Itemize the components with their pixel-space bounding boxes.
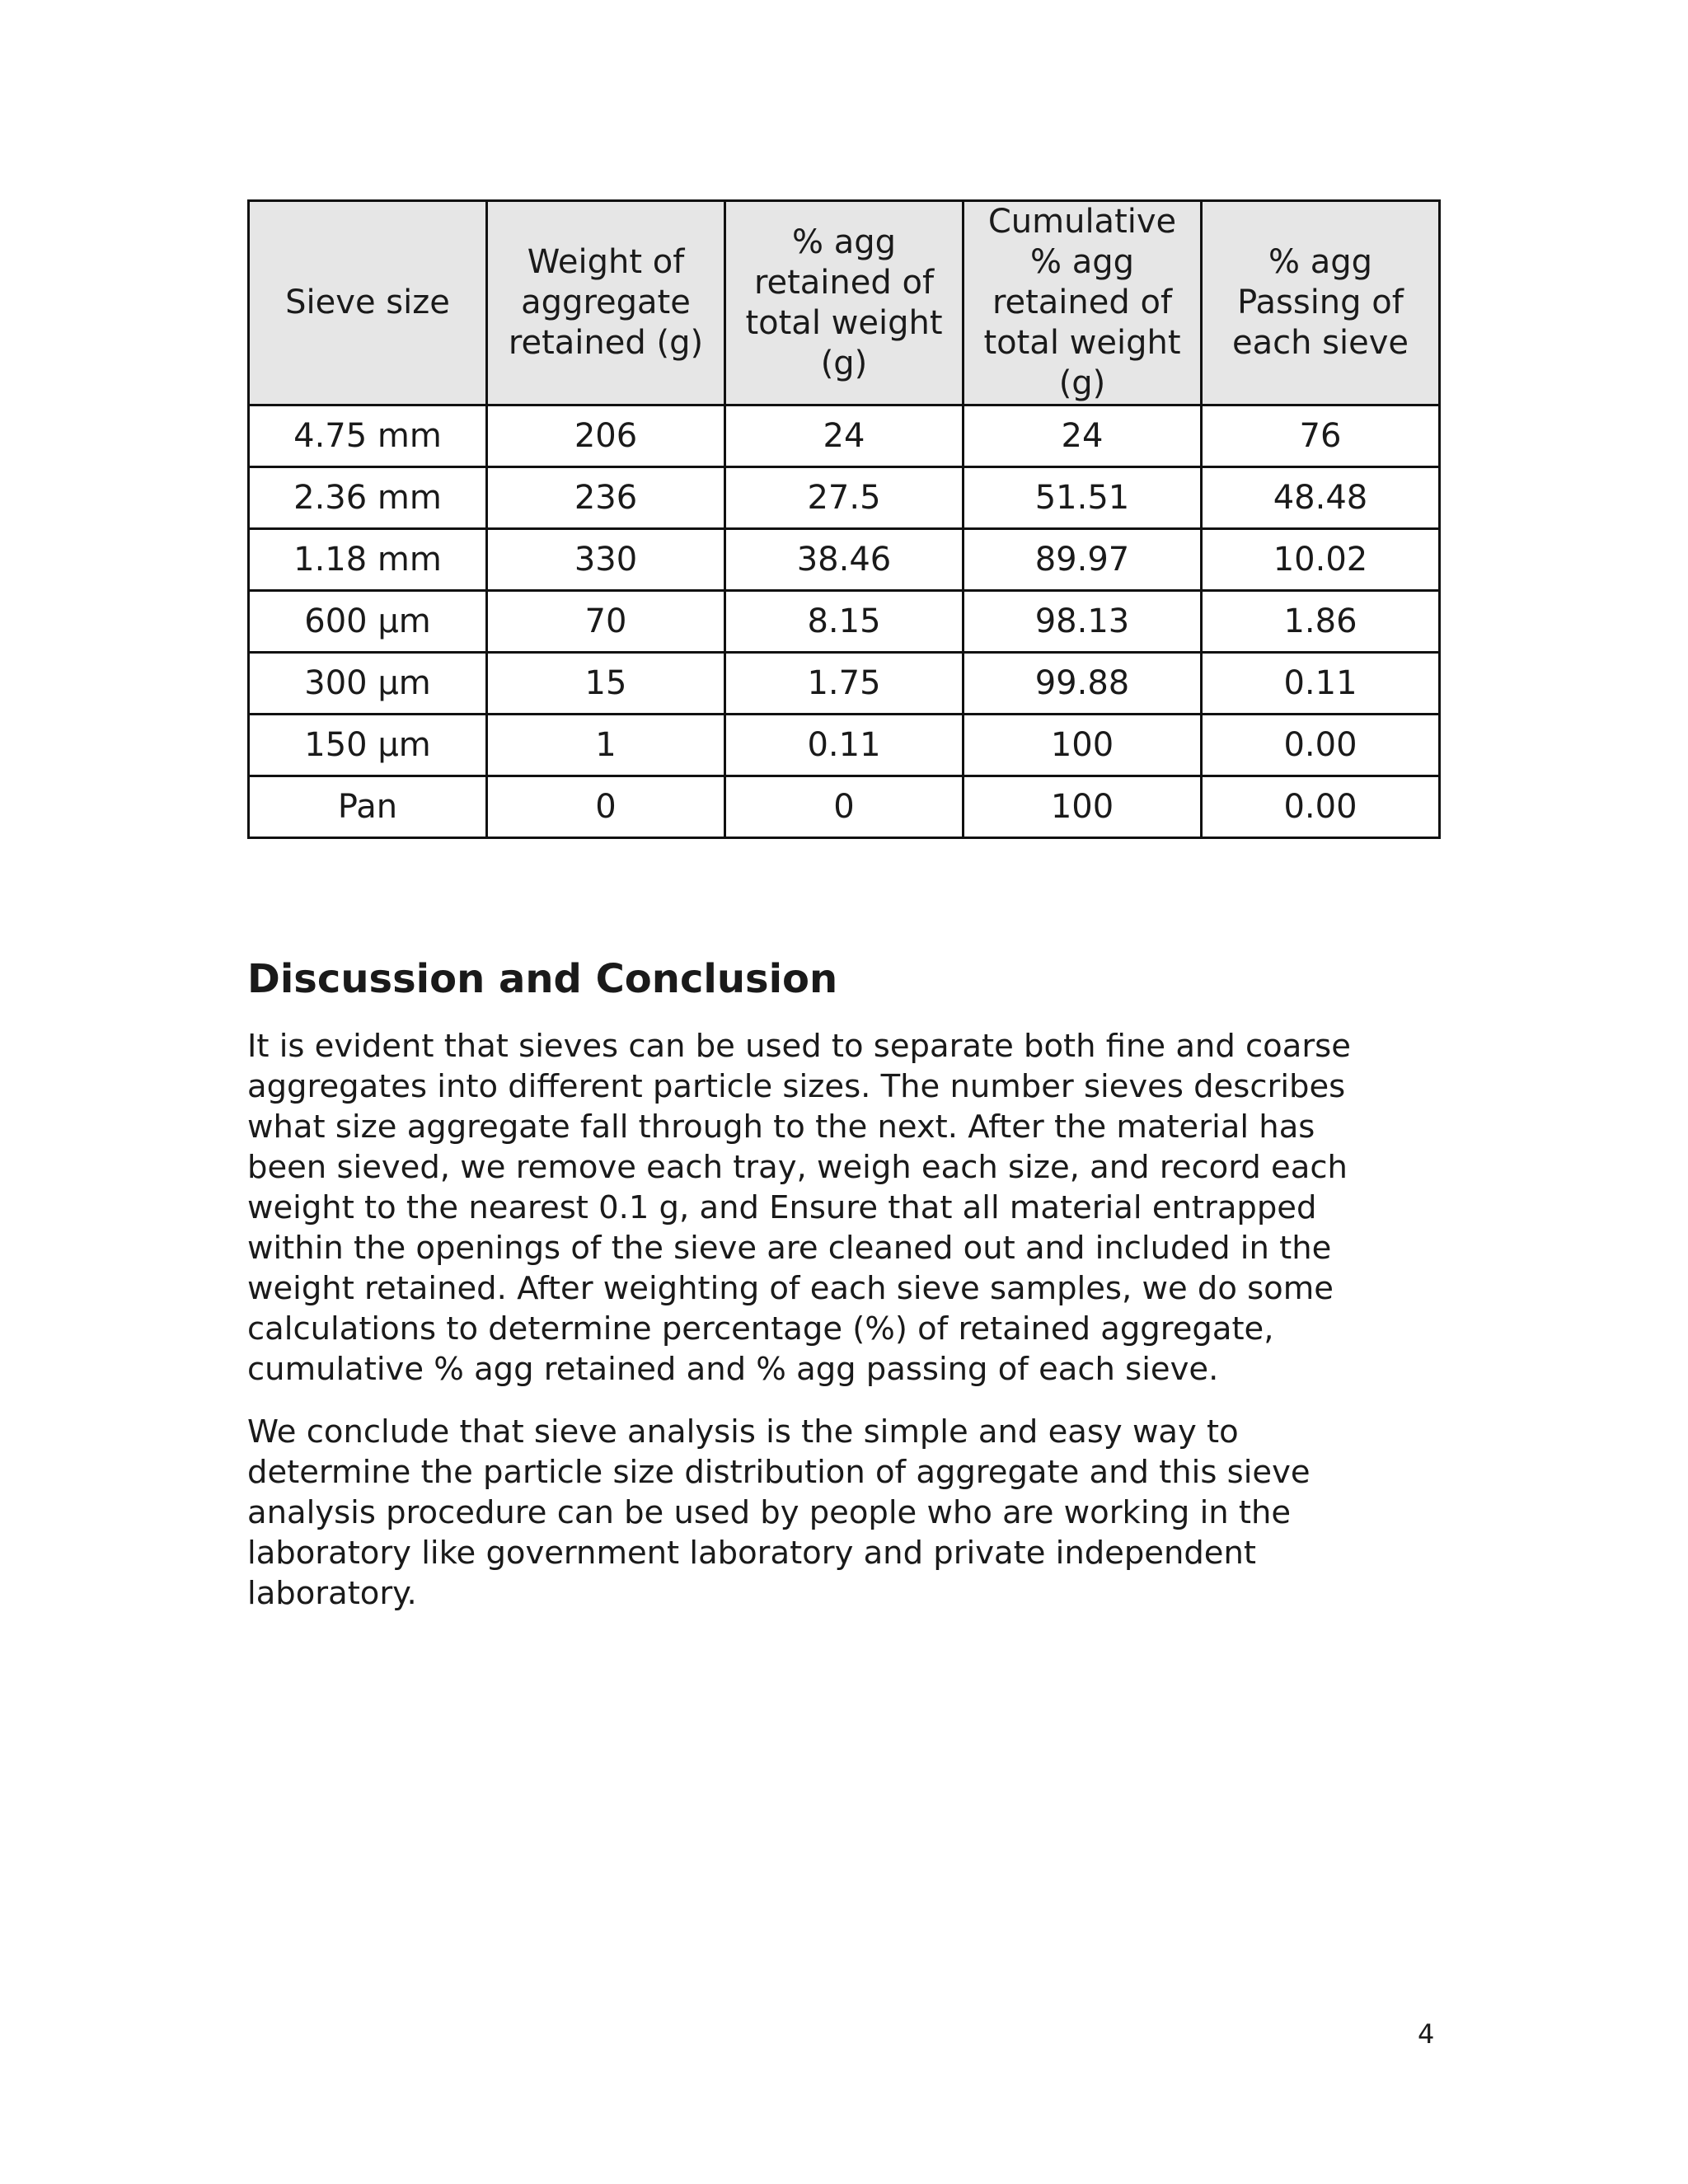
table-cell: 24 [725,405,964,467]
table-cell: 8.15 [725,591,964,653]
table-row [249,776,1440,838]
table-row [249,405,1440,467]
table-cell: 100 [964,715,1202,776]
text-line: weight to the nearest 0.1 g, and Ensure that all material entrapped [247,1189,1317,1226]
table-cell: 300 µm [249,653,487,715]
text-line: been sieved, we remove each tray, weigh each size, and record each [247,1149,1348,1186]
text-line: It is evident that sieves can be used to separate both fine and coarse [247,1028,1351,1065]
table-row [249,715,1440,776]
table-cell: 1 [487,715,725,776]
table-cell: 89.97 [964,529,1202,591]
text-line: within the openings of the sieve are cleaned out and included in the [247,1230,1332,1267]
table-cell: 206 [487,405,725,467]
header-percent-retained: % agg retained of total weight (g) [725,201,964,405]
text-line: We conclude that sieve analysis is the simple and easy way to [247,1413,1239,1451]
table-cell: 0 [487,776,725,838]
text-line: calculations to determine percentage (%) of retained aggregate, [247,1310,1274,1347]
table-cell: 10.02 [1202,529,1440,591]
table-cell: 100 [964,776,1202,838]
discussion-paragraph [247,1026,1459,1390]
table-cell: 0.11 [1202,653,1440,715]
text-line: what size aggregate fall through to the next. After the material has [247,1108,1315,1146]
text-line: laboratory like government laboratory and private independent [247,1535,1256,1572]
table-cell: 236 [487,467,725,529]
table-cell: 70 [487,591,725,653]
text-line: laboratory. [247,1575,417,1612]
table-cell: 0.00 [1202,776,1440,838]
text-line: analysis procedure can be used by people who are working in the [247,1494,1292,1531]
header-cumulative-retained: Cumulative % agg retained of total weight (g) [964,201,1202,405]
table-cell: 1.86 [1202,591,1440,653]
table-cell: 4.75 mm [249,405,487,467]
table-cell: 51.51 [964,467,1202,529]
table-cell: 150 µm [249,715,487,776]
text-line: weight retained. After weighting of each sieve samples, we do some [247,1270,1334,1307]
table-cell: 330 [487,529,725,591]
table-cell: 2.36 mm [249,467,487,529]
page-number: 4 [1418,2018,1435,2050]
table-cell: 0.00 [1202,715,1440,776]
table-row [249,529,1440,591]
table-row [249,653,1440,715]
table-cell: 0.11 [725,715,964,776]
table-cell: 0 [725,776,964,838]
table-cell: 98.13 [964,591,1202,653]
header-percent-passing: % agg Passing of each sieve [1202,201,1440,405]
table-cell: Pan [249,776,487,838]
table-cell: 76 [1202,405,1440,467]
table-cell: 1.18 mm [249,529,487,591]
table-cell: 48.48 [1202,467,1440,529]
table-row [249,467,1440,529]
table-cell: 99.88 [964,653,1202,715]
header-weight-retained: Weight of aggregate retained (g) [487,201,725,405]
text-line: aggregates into different particle sizes. The number sieves describes [247,1068,1346,1105]
table-cell: 24 [964,405,1202,467]
table-row [249,591,1440,653]
table-cell: 15 [487,653,725,715]
sieve-analysis-table [247,199,1441,839]
table-header-row [249,201,1440,405]
text-line: cumulative % agg retained and % agg passing of each sieve. [247,1351,1219,1388]
table-cell: 1.75 [725,653,964,715]
header-sieve-size: Sieve size [249,201,487,405]
text-line: determine the particle size distribution of aggregate and this sieve [247,1454,1311,1491]
table-cell: 38.46 [725,529,964,591]
table-cell: 27.5 [725,467,964,529]
table-cell: 600 µm [249,591,487,653]
section-heading: Discussion and Conclusion [247,956,838,1002]
conclusion-paragraph [247,1412,1459,1614]
